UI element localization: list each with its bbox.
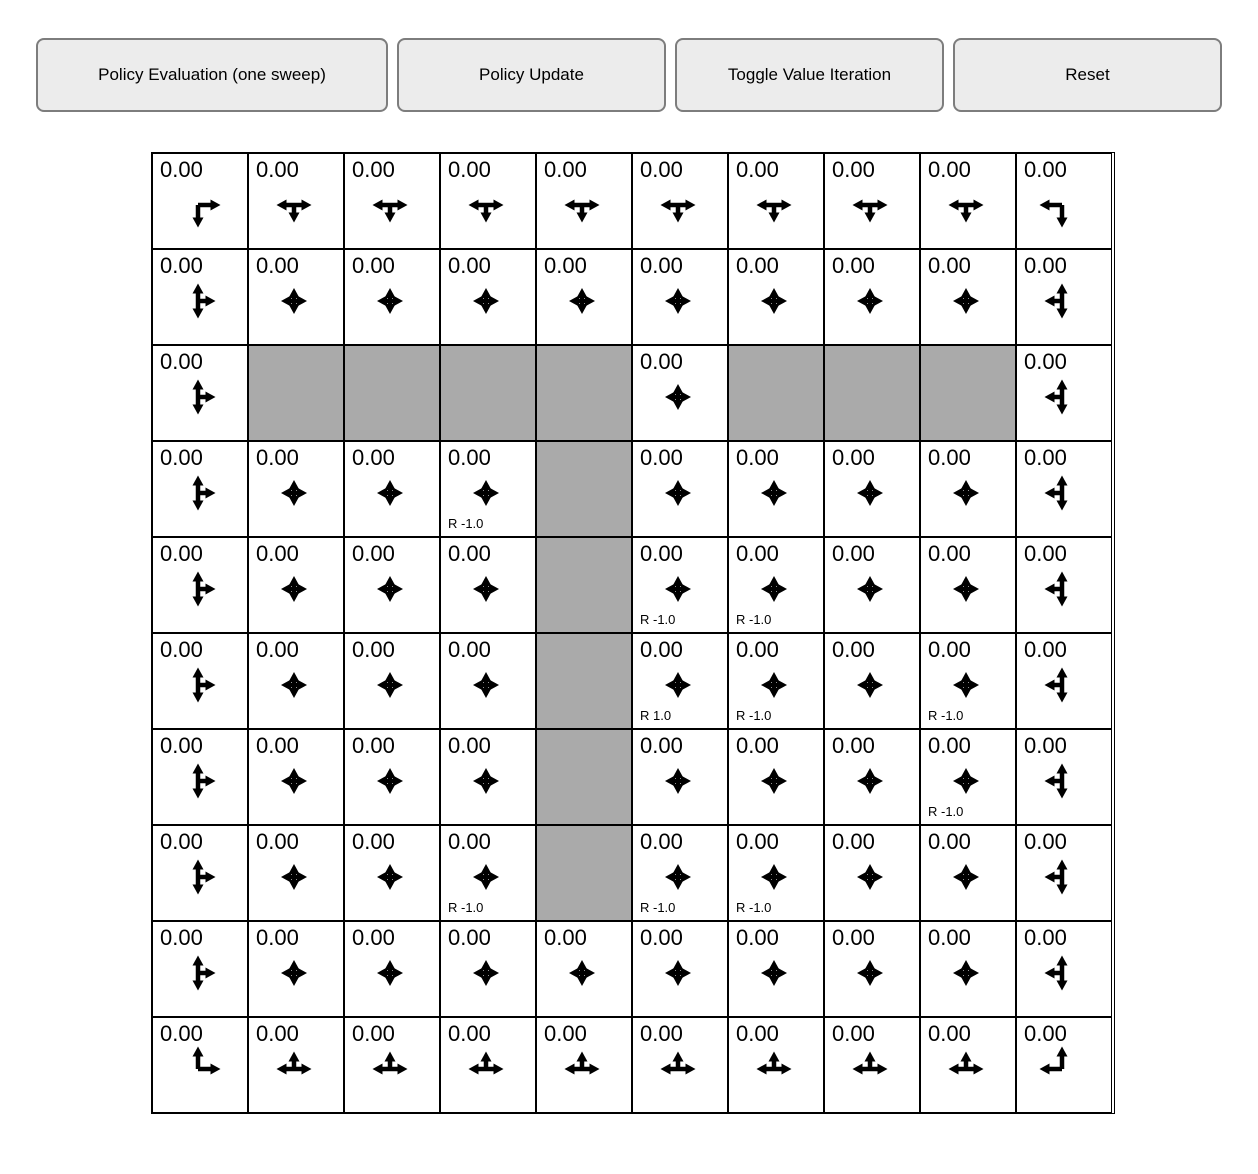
policy-evaluation-button[interactable]: Policy Evaluation (one sweep) <box>36 38 388 112</box>
grid-cell[interactable] <box>632 153 728 249</box>
grid-cell[interactable] <box>728 1017 824 1113</box>
policy-arrows-icon <box>358 749 422 813</box>
grid-cell[interactable] <box>440 1017 536 1113</box>
state-value: 0.00 <box>352 541 395 566</box>
state-value: 0.00 <box>640 253 683 278</box>
reward-label: R -1.0 <box>928 708 964 723</box>
state-value: 0.00 <box>736 157 779 182</box>
policy-arrows-icon <box>934 269 998 333</box>
grid-cell[interactable] <box>152 921 248 1017</box>
policy-arrows-icon <box>358 845 422 909</box>
grid-cell[interactable] <box>824 633 920 729</box>
reward-label: R -1.0 <box>736 708 772 723</box>
grid-cell[interactable] <box>920 825 1016 921</box>
reward-label: R -1.0 <box>928 804 964 819</box>
grid-cell[interactable] <box>1016 153 1112 249</box>
state-value: 0.00 <box>832 157 875 182</box>
state-value: 0.00 <box>544 253 587 278</box>
state-value: 0.00 <box>352 637 395 662</box>
state-value: 0.00 <box>352 733 395 758</box>
reward-label: R -1.0 <box>640 612 676 627</box>
toolbar <box>36 38 1258 112</box>
policy-arrows-icon <box>1030 557 1094 621</box>
state-value: 0.00 <box>640 829 683 854</box>
grid-cell[interactable] <box>920 921 1016 1017</box>
policy-arrows-icon <box>262 557 326 621</box>
grid-cell[interactable] <box>248 825 344 921</box>
grid-cell[interactable] <box>440 249 536 345</box>
policy-arrows-icon <box>934 173 998 237</box>
policy-arrows-icon <box>454 941 518 1005</box>
grid-cell[interactable] <box>152 729 248 825</box>
grid-cell[interactable] <box>248 1017 344 1113</box>
policy-arrows-icon <box>838 461 902 525</box>
policy-arrows-icon <box>742 941 806 1005</box>
policy-arrows-icon <box>1030 461 1094 525</box>
state-value: 0.00 <box>640 541 683 566</box>
wall-cell[interactable] <box>728 345 824 441</box>
policy-arrows-icon <box>358 173 422 237</box>
grid-cell[interactable] <box>632 345 728 441</box>
state-value: 0.00 <box>928 925 971 950</box>
grid-cell[interactable] <box>1016 345 1112 441</box>
policy-arrows-icon <box>838 269 902 333</box>
state-value: 0.00 <box>928 541 971 566</box>
state-value: 0.00 <box>1024 829 1067 854</box>
state-value: 0.00 <box>160 925 203 950</box>
state-value: 0.00 <box>352 829 395 854</box>
wall-cell[interactable] <box>536 345 632 441</box>
state-value: 0.00 <box>544 157 587 182</box>
state-value: 0.00 <box>352 253 395 278</box>
state-value: 0.00 <box>928 1021 971 1046</box>
grid-cell[interactable] <box>536 921 632 1017</box>
policy-arrows-icon <box>262 269 326 333</box>
state-value: 0.00 <box>1024 541 1067 566</box>
state-value: 0.00 <box>1024 349 1067 374</box>
grid-cell[interactable] <box>152 441 248 537</box>
wall-cell[interactable] <box>440 345 536 441</box>
state-value: 0.00 <box>448 253 491 278</box>
grid-cell[interactable] <box>344 441 440 537</box>
policy-arrows-icon <box>838 845 902 909</box>
state-value: 0.00 <box>160 253 203 278</box>
policy-arrows-icon <box>166 845 230 909</box>
grid-cell[interactable] <box>728 153 824 249</box>
policy-update-button[interactable]: Policy Update <box>397 38 666 112</box>
grid-cell[interactable] <box>632 1017 728 1113</box>
grid-cell[interactable] <box>920 153 1016 249</box>
grid-cell[interactable] <box>824 825 920 921</box>
state-value: 0.00 <box>928 829 971 854</box>
grid-cell[interactable] <box>536 249 632 345</box>
policy-arrows-icon <box>646 941 710 1005</box>
policy-arrows-icon <box>742 269 806 333</box>
state-value: 0.00 <box>1024 637 1067 662</box>
grid-cell[interactable] <box>344 825 440 921</box>
policy-arrows-icon <box>262 845 326 909</box>
policy-arrows-icon <box>262 653 326 717</box>
grid-cell[interactable] <box>344 729 440 825</box>
state-value: 0.00 <box>544 1021 587 1046</box>
policy-arrows-icon <box>934 557 998 621</box>
state-value: 0.00 <box>640 637 683 662</box>
state-value: 0.00 <box>448 157 491 182</box>
reward-label: R -1.0 <box>448 900 484 915</box>
state-value: 0.00 <box>640 925 683 950</box>
policy-arrows-icon <box>934 941 998 1005</box>
policy-arrows-icon <box>358 941 422 1005</box>
gridworld <box>151 152 1115 1114</box>
grid-cell[interactable] <box>632 537 728 633</box>
state-value: 0.00 <box>160 349 203 374</box>
state-value: 0.00 <box>352 1021 395 1046</box>
policy-arrows-icon <box>454 749 518 813</box>
state-value: 0.00 <box>160 541 203 566</box>
state-value: 0.00 <box>736 733 779 758</box>
state-value: 0.00 <box>832 1021 875 1046</box>
grid-cell[interactable] <box>1016 249 1112 345</box>
state-value: 0.00 <box>1024 445 1067 470</box>
state-value: 0.00 <box>544 925 587 950</box>
policy-arrows-icon <box>454 653 518 717</box>
state-value: 0.00 <box>832 733 875 758</box>
state-value: 0.00 <box>832 445 875 470</box>
grid-cell[interactable] <box>728 537 824 633</box>
policy-arrows-icon <box>166 941 230 1005</box>
policy-arrows-icon <box>262 173 326 237</box>
state-value: 0.00 <box>640 733 683 758</box>
policy-arrows-icon <box>934 461 998 525</box>
policy-arrows-icon <box>1030 941 1094 1005</box>
grid-cell[interactable] <box>248 153 344 249</box>
policy-arrows-icon <box>454 1037 518 1101</box>
reward-label: R -1.0 <box>448 516 484 531</box>
grid-cell[interactable] <box>152 1017 248 1113</box>
policy-arrows-icon <box>166 749 230 813</box>
policy-arrows-icon <box>1030 365 1094 429</box>
policy-arrows-icon <box>838 1037 902 1101</box>
policy-arrows-icon <box>646 461 710 525</box>
policy-arrows-icon <box>166 269 230 333</box>
grid-cell[interactable] <box>632 825 728 921</box>
state-value: 0.00 <box>256 157 299 182</box>
toggle-value-iteration-button[interactable]: Toggle Value Iteration <box>675 38 944 112</box>
state-value: 0.00 <box>256 733 299 758</box>
grid-cell[interactable] <box>248 633 344 729</box>
state-value: 0.00 <box>256 637 299 662</box>
policy-arrows-icon <box>358 461 422 525</box>
state-value: 0.00 <box>448 541 491 566</box>
policy-arrows-icon <box>1030 653 1094 717</box>
state-value: 0.00 <box>352 157 395 182</box>
policy-arrows-icon <box>550 269 614 333</box>
wall-cell[interactable] <box>248 345 344 441</box>
grid-cell[interactable] <box>248 249 344 345</box>
policy-arrows-icon <box>166 1037 230 1101</box>
state-value: 0.00 <box>256 925 299 950</box>
policy-arrows-icon <box>646 269 710 333</box>
policy-arrows-icon <box>838 941 902 1005</box>
state-value: 0.00 <box>448 445 491 470</box>
grid-cell[interactable] <box>248 921 344 1017</box>
state-value: 0.00 <box>928 253 971 278</box>
state-value: 0.00 <box>1024 253 1067 278</box>
grid-cell[interactable] <box>824 1017 920 1113</box>
grid-cell[interactable] <box>920 537 1016 633</box>
policy-arrows-icon <box>550 1037 614 1101</box>
grid-cell[interactable] <box>1016 537 1112 633</box>
grid-cell[interactable] <box>824 249 920 345</box>
state-value: 0.00 <box>160 637 203 662</box>
grid-cell[interactable] <box>344 249 440 345</box>
grid-cell[interactable] <box>152 345 248 441</box>
wall-cell[interactable] <box>344 345 440 441</box>
state-value: 0.00 <box>160 445 203 470</box>
policy-arrows-icon <box>454 557 518 621</box>
grid-cell[interactable] <box>248 729 344 825</box>
grid-cell[interactable] <box>344 921 440 1017</box>
state-value: 0.00 <box>256 1021 299 1046</box>
policy-arrows-icon <box>838 653 902 717</box>
grid-cell[interactable] <box>440 921 536 1017</box>
wall-cell[interactable] <box>920 345 1016 441</box>
grid-cell[interactable] <box>440 825 536 921</box>
state-value: 0.00 <box>352 925 395 950</box>
policy-arrows-icon <box>646 365 710 429</box>
grid-cell[interactable] <box>920 633 1016 729</box>
policy-arrows-icon <box>262 941 326 1005</box>
policy-arrows-icon <box>1030 269 1094 333</box>
grid-cell[interactable] <box>152 633 248 729</box>
state-value: 0.00 <box>160 157 203 182</box>
grid-cell[interactable] <box>632 921 728 1017</box>
policy-arrows-icon <box>166 653 230 717</box>
grid-cell[interactable] <box>1016 441 1112 537</box>
wall-cell[interactable] <box>536 633 632 729</box>
grid-cell[interactable] <box>728 249 824 345</box>
grid-cell[interactable] <box>152 153 248 249</box>
state-value: 0.00 <box>256 253 299 278</box>
grid-cell[interactable] <box>1016 921 1112 1017</box>
grid-cell[interactable] <box>728 825 824 921</box>
state-value: 0.00 <box>928 157 971 182</box>
policy-arrows-icon <box>838 749 902 813</box>
grid-cell[interactable] <box>728 729 824 825</box>
policy-arrows-icon <box>1030 1037 1094 1101</box>
state-value: 0.00 <box>736 253 779 278</box>
wall-cell[interactable] <box>536 825 632 921</box>
grid-cell[interactable] <box>920 441 1016 537</box>
state-value: 0.00 <box>640 349 683 374</box>
state-value: 0.00 <box>832 829 875 854</box>
state-value: 0.00 <box>640 1021 683 1046</box>
policy-arrows-icon <box>646 749 710 813</box>
grid-cell[interactable] <box>728 921 824 1017</box>
policy-arrows-icon <box>166 557 230 621</box>
state-value: 0.00 <box>448 1021 491 1046</box>
grid-cell[interactable] <box>440 633 536 729</box>
state-value: 0.00 <box>928 637 971 662</box>
policy-arrows-icon <box>934 845 998 909</box>
policy-arrows-icon <box>934 1037 998 1101</box>
state-value: 0.00 <box>160 733 203 758</box>
state-value: 0.00 <box>1024 733 1067 758</box>
policy-arrows-icon <box>358 269 422 333</box>
reward-label: R -1.0 <box>640 900 676 915</box>
grid-cell[interactable] <box>824 537 920 633</box>
grid-cell[interactable] <box>728 633 824 729</box>
state-value: 0.00 <box>736 1021 779 1046</box>
state-value: 0.00 <box>736 637 779 662</box>
grid-cell[interactable] <box>152 825 248 921</box>
grid-cell[interactable] <box>824 921 920 1017</box>
state-value: 0.00 <box>640 157 683 182</box>
state-value: 0.00 <box>736 445 779 470</box>
policy-arrows-icon <box>550 941 614 1005</box>
policy-arrows-icon <box>358 653 422 717</box>
grid-cell[interactable] <box>824 441 920 537</box>
state-value: 0.00 <box>448 733 491 758</box>
grid-cell[interactable] <box>344 153 440 249</box>
policy-arrows-icon <box>646 173 710 237</box>
policy-arrows-icon <box>262 461 326 525</box>
grid-cell[interactable] <box>536 153 632 249</box>
state-value: 0.00 <box>160 829 203 854</box>
state-value: 0.00 <box>256 829 299 854</box>
state-value: 0.00 <box>448 829 491 854</box>
reward-label: R -1.0 <box>736 900 772 915</box>
state-value: 0.00 <box>640 445 683 470</box>
grid-cell[interactable] <box>440 537 536 633</box>
grid-cell[interactable] <box>1016 729 1112 825</box>
state-value: 0.00 <box>736 829 779 854</box>
state-value: 0.00 <box>832 541 875 566</box>
policy-arrows-icon <box>358 1037 422 1101</box>
grid-cell[interactable] <box>632 729 728 825</box>
grid-cell[interactable] <box>344 633 440 729</box>
policy-arrows-icon <box>1030 749 1094 813</box>
wall-cell[interactable] <box>536 441 632 537</box>
grid-cell[interactable] <box>248 537 344 633</box>
grid-cell[interactable] <box>632 249 728 345</box>
grid-cell[interactable] <box>920 1017 1016 1113</box>
grid-cell[interactable] <box>632 633 728 729</box>
state-value: 0.00 <box>832 925 875 950</box>
reward-label: R 1.0 <box>640 708 672 723</box>
grid-cell[interactable] <box>1016 825 1112 921</box>
state-value: 0.00 <box>1024 925 1067 950</box>
policy-arrows-icon <box>166 461 230 525</box>
grid-cell[interactable] <box>440 729 536 825</box>
reward-label: R -1.0 <box>736 612 772 627</box>
state-value: 0.00 <box>1024 1021 1067 1046</box>
policy-arrows-icon <box>742 749 806 813</box>
grid-cell[interactable] <box>152 249 248 345</box>
policy-arrows-icon <box>838 173 902 237</box>
state-value: 0.00 <box>256 445 299 470</box>
policy-arrows-icon <box>166 365 230 429</box>
grid-cell[interactable] <box>440 441 536 537</box>
state-value: 0.00 <box>832 253 875 278</box>
wall-cell[interactable] <box>536 537 632 633</box>
state-value: 0.00 <box>736 541 779 566</box>
policy-arrows-icon <box>1030 173 1094 237</box>
policy-arrows-icon <box>742 461 806 525</box>
policy-arrows-icon <box>550 173 614 237</box>
grid-cell[interactable] <box>1016 633 1112 729</box>
state-value: 0.00 <box>736 925 779 950</box>
state-value: 0.00 <box>448 637 491 662</box>
grid-cell[interactable] <box>824 153 920 249</box>
grid-cell[interactable] <box>344 1017 440 1113</box>
grid-cell[interactable] <box>920 249 1016 345</box>
grid-cell[interactable] <box>824 729 920 825</box>
state-value: 0.00 <box>832 637 875 662</box>
policy-arrows-icon <box>838 557 902 621</box>
policy-arrows-icon <box>646 1037 710 1101</box>
state-value: 0.00 <box>448 925 491 950</box>
policy-arrows-icon <box>454 269 518 333</box>
state-value: 0.00 <box>352 445 395 470</box>
grid-cell[interactable] <box>728 441 824 537</box>
state-value: 0.00 <box>1024 157 1067 182</box>
policy-arrows-icon <box>1030 845 1094 909</box>
grid-cell[interactable] <box>248 441 344 537</box>
state-value: 0.00 <box>928 445 971 470</box>
state-value: 0.00 <box>928 733 971 758</box>
policy-arrows-icon <box>262 749 326 813</box>
state-value: 0.00 <box>256 541 299 566</box>
wall-cell[interactable] <box>536 729 632 825</box>
grid-cell[interactable] <box>344 537 440 633</box>
grid-cell[interactable] <box>1016 1017 1112 1113</box>
policy-arrows-icon <box>262 1037 326 1101</box>
reset-button[interactable]: Reset <box>953 38 1222 112</box>
policy-arrows-icon <box>166 173 230 237</box>
policy-arrows-icon <box>742 1037 806 1101</box>
wall-cell[interactable] <box>824 345 920 441</box>
policy-arrows-icon <box>358 557 422 621</box>
grid-cell[interactable] <box>152 537 248 633</box>
grid-cell[interactable] <box>632 441 728 537</box>
policy-arrows-icon <box>742 173 806 237</box>
policy-arrows-icon <box>454 173 518 237</box>
grid-cell[interactable] <box>920 729 1016 825</box>
state-value: 0.00 <box>160 1021 203 1046</box>
grid-cell[interactable] <box>440 153 536 249</box>
grid-cell[interactable] <box>536 1017 632 1113</box>
